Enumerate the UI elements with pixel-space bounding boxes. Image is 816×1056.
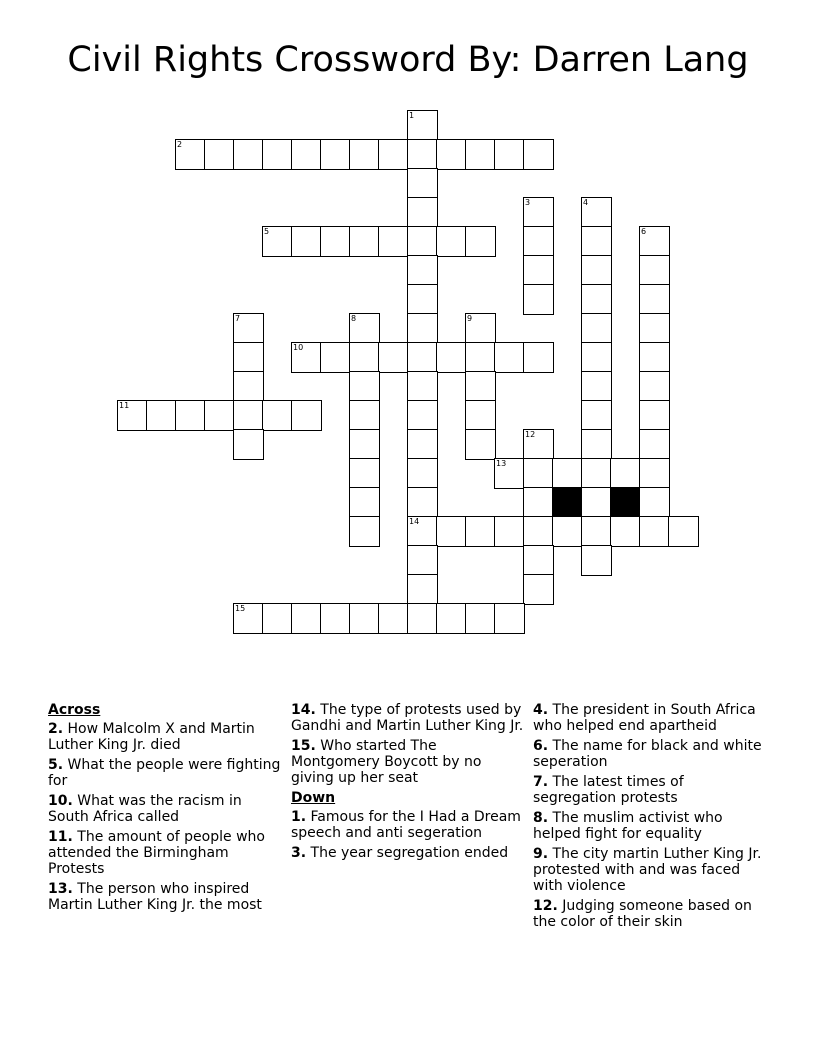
grid-cell[interactable] <box>639 487 670 518</box>
grid-cell[interactable] <box>407 226 438 257</box>
clue-column-3 <box>533 702 769 934</box>
clue-number: 15. <box>291 738 316 754</box>
clue-number: 9. <box>533 846 549 862</box>
clue-text: What the people were fighting for <box>48 757 281 789</box>
clue <box>291 845 527 861</box>
grid-cell[interactable] <box>523 284 554 315</box>
clue <box>533 738 769 770</box>
clue <box>291 738 527 786</box>
grid-cell[interactable] <box>494 342 525 373</box>
grid-cell[interactable] <box>407 110 438 141</box>
grid-cell[interactable] <box>581 458 612 489</box>
across-clue-list <box>48 721 284 913</box>
grid-cell[interactable] <box>407 284 438 315</box>
grid-cell[interactable] <box>610 458 641 489</box>
grid-cell[interactable] <box>523 516 554 547</box>
grid-cell[interactable] <box>465 342 496 373</box>
clue-text: Who started The Montgomery Boycott by no giving up her seat <box>291 738 482 786</box>
cell-number: 1 <box>409 111 415 120</box>
clue-text: The amount of people who attended the Birmingham Protests <box>48 829 265 877</box>
grid-cell[interactable] <box>465 226 496 257</box>
clue-text: The latest times of segregation protests <box>533 774 684 806</box>
grid-cell[interactable] <box>204 400 235 431</box>
down-clue-list-continued <box>533 702 769 930</box>
grid-cell[interactable] <box>523 487 554 518</box>
clue-number: 12. <box>533 898 558 914</box>
clue-number: 11. <box>48 829 73 845</box>
across-heading: Across <box>48 702 101 718</box>
grid-cell[interactable] <box>233 429 264 460</box>
grid-cell[interactable] <box>262 226 293 257</box>
grid-cell[interactable] <box>233 139 264 170</box>
grid-cell[interactable] <box>262 139 293 170</box>
clue-number: 10. <box>48 793 73 809</box>
grid-cell[interactable] <box>349 313 380 344</box>
grid-cell[interactable] <box>523 574 554 605</box>
black-cell <box>610 487 641 518</box>
grid-cell[interactable] <box>407 574 438 605</box>
clue-column-1 <box>48 702 284 917</box>
clue-text: Judging someone based on the color of their skin <box>533 898 752 930</box>
grid-cell[interactable] <box>581 226 612 257</box>
grid-cell[interactable] <box>581 487 612 518</box>
grid-cell[interactable] <box>523 429 554 460</box>
page-title: Civil Rights Crossword By: Darren Lang <box>67 40 749 80</box>
grid-cell[interactable] <box>233 603 264 634</box>
clue-column-2 <box>291 702 527 865</box>
cell-number: 10 <box>293 343 304 352</box>
clue-number: 6. <box>533 738 549 754</box>
grid-cell[interactable] <box>581 313 612 344</box>
grid-cell[interactable] <box>233 371 264 402</box>
clue <box>533 898 769 930</box>
cell-number: 4 <box>583 198 589 207</box>
grid-cell[interactable] <box>262 400 293 431</box>
grid-cell[interactable] <box>639 226 670 257</box>
clue-text: The type of protests used by Gandhi and Martin Luther King Jr. <box>291 702 524 734</box>
grid-cell[interactable] <box>407 603 438 634</box>
cell-number: 15 <box>235 604 246 613</box>
clue-number: 4. <box>533 702 549 718</box>
grid-cell[interactable] <box>407 371 438 402</box>
clue <box>291 809 527 841</box>
cell-number: 9 <box>467 314 473 323</box>
grid-cell[interactable] <box>349 371 380 402</box>
grid-cell[interactable] <box>581 284 612 315</box>
grid-cell[interactable] <box>320 603 351 634</box>
grid-cell[interactable] <box>407 458 438 489</box>
grid-cell[interactable] <box>581 197 612 228</box>
clue-text: The president in South Africa who helped end apartheid <box>533 702 756 734</box>
grid-cell[interactable] <box>639 342 670 373</box>
grid-cell[interactable] <box>349 400 380 431</box>
grid-cell[interactable] <box>378 342 409 373</box>
down-clue-list <box>291 809 527 861</box>
cell-number: 2 <box>177 140 183 149</box>
grid-cell[interactable] <box>349 516 380 547</box>
grid-cell[interactable] <box>523 458 554 489</box>
cell-number: 3 <box>525 198 531 207</box>
grid-cell[interactable] <box>639 313 670 344</box>
clue <box>533 702 769 734</box>
grid-cell[interactable] <box>291 342 322 373</box>
clue <box>48 829 284 877</box>
clue-number: 8. <box>533 810 549 826</box>
cell-number: 12 <box>525 430 536 439</box>
grid-cell[interactable] <box>465 139 496 170</box>
black-cell <box>552 487 583 518</box>
grid-cell[interactable] <box>639 400 670 431</box>
clue-text: Famous for the I Had a Dream speech and anti segeration <box>291 809 521 841</box>
grid-cell[interactable] <box>465 313 496 344</box>
grid-cell[interactable] <box>407 168 438 199</box>
clue <box>48 757 284 789</box>
grid-cell[interactable] <box>349 226 380 257</box>
grid-cell[interactable] <box>436 226 467 257</box>
grid-cell[interactable] <box>407 487 438 518</box>
grid-cell[interactable] <box>494 139 525 170</box>
down-heading: Down <box>291 790 336 806</box>
clue-text: The year segregation ended <box>306 845 509 861</box>
clue-number: 5. <box>48 757 64 773</box>
grid-cell[interactable] <box>465 429 496 460</box>
grid-cell[interactable] <box>349 429 380 460</box>
cell-number: 14 <box>409 517 420 526</box>
clue <box>533 774 769 806</box>
grid-cell[interactable] <box>320 342 351 373</box>
grid-cell[interactable] <box>581 516 612 547</box>
grid-cell[interactable] <box>581 255 612 286</box>
clue <box>48 793 284 825</box>
across-clue-list-continued <box>291 702 527 786</box>
grid-cell[interactable] <box>581 400 612 431</box>
grid-cell[interactable] <box>465 603 496 634</box>
grid-cell[interactable] <box>146 400 177 431</box>
grid-cell[interactable] <box>465 516 496 547</box>
clue-text: How Malcolm X and Martin Luther King Jr. died <box>48 721 255 753</box>
grid-cell[interactable] <box>407 545 438 576</box>
grid-cell[interactable] <box>233 313 264 344</box>
clue-text: What was the racism in South Africa called <box>48 793 242 825</box>
grid-cell[interactable] <box>204 139 235 170</box>
cell-number: 8 <box>351 314 357 323</box>
grid-cell[interactable] <box>320 139 351 170</box>
grid-cell[interactable] <box>378 603 409 634</box>
clue-text: The muslim activist who helped fight for equality <box>533 810 723 842</box>
grid-cell[interactable] <box>407 516 438 547</box>
grid-cell[interactable] <box>523 197 554 228</box>
grid-cell[interactable] <box>291 400 322 431</box>
grid-cell[interactable] <box>639 429 670 460</box>
grid-cell[interactable] <box>349 342 380 373</box>
grid-cell[interactable] <box>610 516 641 547</box>
grid-cell[interactable] <box>233 400 264 431</box>
grid-cell[interactable] <box>494 458 525 489</box>
grid-cell[interactable] <box>349 487 380 518</box>
clue <box>48 881 284 913</box>
clue-number: 13. <box>48 881 73 897</box>
grid-cell[interactable] <box>436 516 467 547</box>
grid-cell[interactable] <box>523 342 554 373</box>
grid-cell[interactable] <box>465 400 496 431</box>
grid-cell[interactable] <box>407 139 438 170</box>
cell-number: 6 <box>641 227 647 236</box>
clue <box>533 846 769 894</box>
cell-number: 13 <box>496 459 507 468</box>
grid-cell[interactable] <box>523 545 554 576</box>
grid-cell[interactable] <box>552 516 583 547</box>
clue <box>533 810 769 842</box>
grid-cell[interactable] <box>523 255 554 286</box>
grid-cell[interactable] <box>407 255 438 286</box>
grid-cell[interactable] <box>436 603 467 634</box>
grid-cell[interactable] <box>436 139 467 170</box>
grid-cell[interactable] <box>117 400 148 431</box>
grid-cell[interactable] <box>291 603 322 634</box>
cell-number: 7 <box>235 314 241 323</box>
grid-cell[interactable] <box>349 458 380 489</box>
grid-cell[interactable] <box>639 284 670 315</box>
grid-cell[interactable] <box>668 516 699 547</box>
grid-cell[interactable] <box>639 458 670 489</box>
grid-cell[interactable] <box>175 139 206 170</box>
grid-cell[interactable] <box>407 313 438 344</box>
clue-number: 1. <box>291 809 307 825</box>
grid-cell[interactable] <box>523 139 554 170</box>
grid-cell[interactable] <box>523 226 554 257</box>
clue-number: 3. <box>291 845 307 861</box>
grid-cell[interactable] <box>291 139 322 170</box>
grid-cell[interactable] <box>320 226 351 257</box>
grid-cell[interactable] <box>291 226 322 257</box>
grid-cell[interactable] <box>639 371 670 402</box>
clue-text: The city martin Luther King Jr. protested with and was faced with violence <box>533 846 762 894</box>
grid-cell[interactable] <box>407 400 438 431</box>
clue-number: 14. <box>291 702 316 718</box>
grid-cell[interactable] <box>639 516 670 547</box>
grid-cell[interactable] <box>407 342 438 373</box>
clue-text: The name for black and white seperation <box>533 738 762 770</box>
grid-cell[interactable] <box>552 458 583 489</box>
grid-cell[interactable] <box>233 342 264 373</box>
grid-cell[interactable] <box>349 603 380 634</box>
grid-cell[interactable] <box>407 197 438 228</box>
cell-number: 5 <box>264 227 270 236</box>
grid-cell[interactable] <box>262 603 293 634</box>
grid-cell[interactable] <box>465 371 496 402</box>
clue-number: 2. <box>48 721 64 737</box>
grid-cell[interactable] <box>407 429 438 460</box>
grid-cell[interactable] <box>639 255 670 286</box>
grid-cell[interactable] <box>378 139 409 170</box>
clue-text: The person who inspired Martin Luther King Jr. the most <box>48 881 262 913</box>
grid-cell[interactable] <box>494 603 525 634</box>
grid-cell[interactable] <box>581 371 612 402</box>
grid-cell[interactable] <box>175 400 206 431</box>
grid-cell[interactable] <box>581 429 612 460</box>
grid-cell[interactable] <box>581 545 612 576</box>
clue <box>291 702 527 734</box>
grid-cell[interactable] <box>581 342 612 373</box>
grid-cell[interactable] <box>378 226 409 257</box>
clue <box>48 721 284 753</box>
cell-number: 11 <box>119 401 130 410</box>
clue-number: 7. <box>533 774 549 790</box>
grid-cell[interactable] <box>436 342 467 373</box>
grid-cell[interactable] <box>494 516 525 547</box>
grid-cell[interactable] <box>349 139 380 170</box>
